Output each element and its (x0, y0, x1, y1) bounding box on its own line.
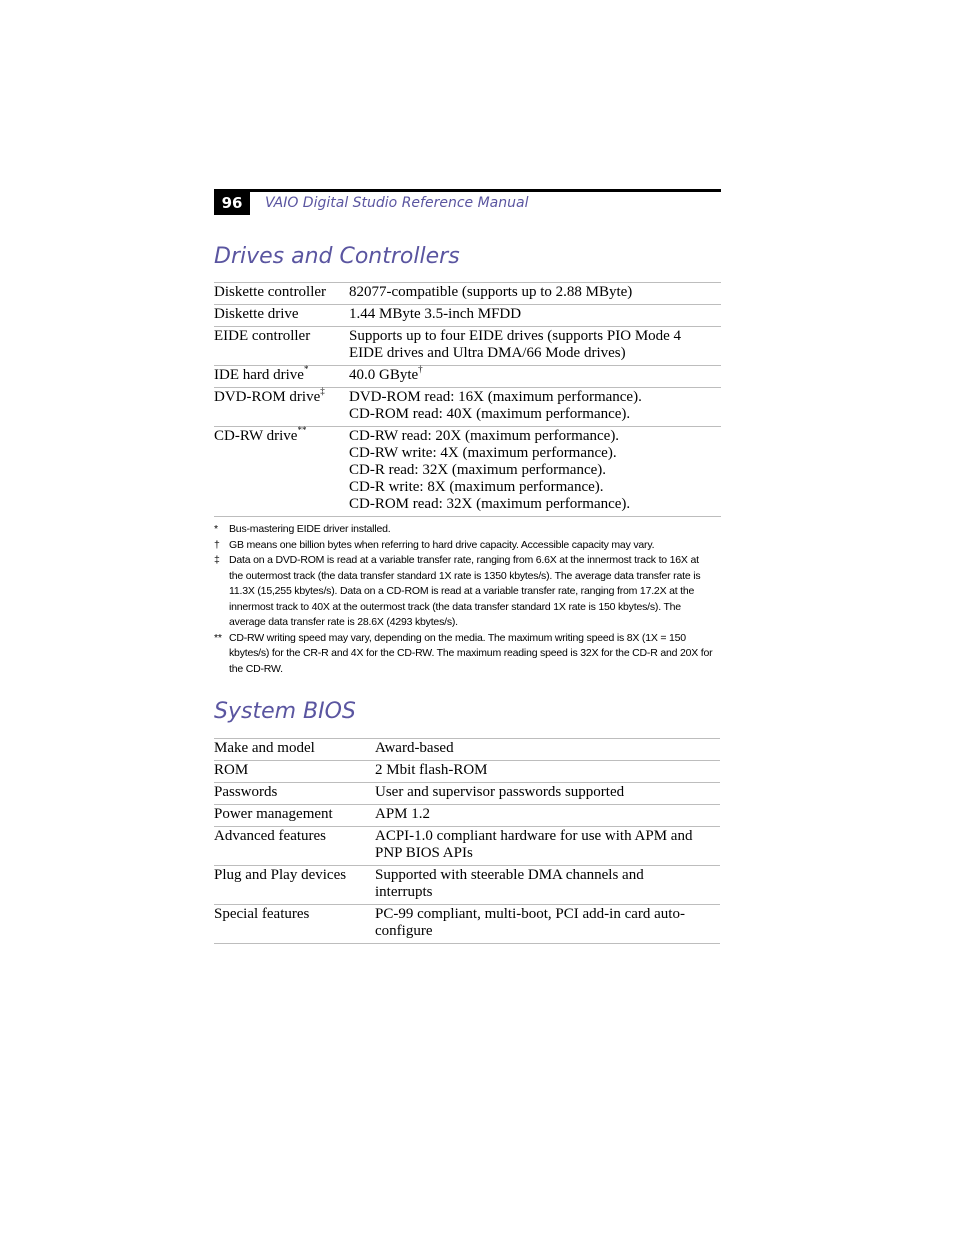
spec-value-line (375, 740, 720, 757)
spec-label: Special features (214, 906, 310, 922)
spec-label: EIDE controller (214, 328, 311, 344)
spec-value-cell (349, 327, 721, 366)
spec-label: Diskette drive (214, 306, 299, 322)
spec-value-line (349, 306, 721, 323)
spec-value-line (349, 428, 721, 445)
drives-spec-table (214, 282, 721, 517)
spec-value-text: EIDE drives and Ultra DMA/66 Mode drives) (349, 345, 626, 361)
spec-value-text: PNP BIOS APIs (375, 845, 473, 861)
spec-value-text: 40.0 GByte (349, 367, 419, 383)
footnote-ref: * (303, 364, 309, 374)
spec-value-line (349, 462, 721, 479)
footnote (214, 522, 721, 538)
spec-value-line (375, 884, 720, 901)
spec-value-cell (349, 388, 721, 427)
footnote-line: CD-RW writing speed may vary, depending on the media. The maximum writing speed is 8X (1X = 150 (229, 631, 686, 644)
section-title-drives: Drives and Controllers (214, 244, 460, 269)
spec-label-cell (214, 388, 349, 427)
spec-value-cell (349, 305, 721, 327)
table-row (214, 427, 721, 517)
spec-value-text: CD-R write: 8X (maximum performance). (349, 479, 604, 495)
spec-label-cell (214, 783, 375, 805)
spec-value-line (349, 345, 721, 362)
spec-value-line (375, 762, 720, 779)
footnote (214, 631, 721, 678)
spec-value-text: configure (375, 923, 433, 939)
footnote-mark: * (214, 523, 218, 535)
page-number: 96 (214, 192, 250, 215)
footnote-mark: ** (214, 631, 222, 644)
footnote-ref: ‡ (320, 386, 325, 396)
spec-value-text: APM 1.2 (375, 806, 431, 822)
footnote (214, 553, 721, 631)
spec-label-cell (214, 739, 375, 761)
spec-value-cell (375, 827, 720, 866)
spec-value-line (349, 445, 721, 462)
spec-value-line (375, 906, 720, 923)
spec-label-cell (214, 866, 375, 905)
table-row (214, 827, 720, 866)
footnote-line: innermost track to 40X at the outermost track (the data transfer standard 1X rate is 150 kbytes/s). The (229, 600, 681, 613)
spec-value-line (375, 784, 720, 801)
spec-value-cell (375, 739, 720, 761)
spec-value-line (375, 845, 720, 862)
table-row (214, 366, 721, 388)
spec-label: ROM (214, 762, 249, 778)
footnote-mark: † (214, 538, 220, 551)
spec-label-cell (214, 905, 375, 944)
footnote-ref: † (418, 364, 423, 374)
footnote-line: 11.3X (15,255 kbytes/s). Data on a CD-ROM is read at a variable transfer rate, ranging from 17.2X at the (229, 585, 695, 597)
footnote-ref: ** (297, 425, 307, 435)
spec-value-text: Supported with steerable DMA channels and (375, 867, 644, 883)
table-row (214, 327, 721, 366)
footnote (214, 538, 721, 554)
spec-value-line (375, 828, 720, 845)
spec-value-line (349, 284, 721, 301)
spec-label-cell (214, 827, 375, 866)
footnote-line: GB means one billion bytes when referring to hard drive capacity. Accessible capacity may vary. (229, 538, 655, 551)
spec-value-line (375, 923, 720, 940)
spec-value-cell (375, 866, 720, 905)
spec-label-cell (214, 305, 349, 327)
spec-value-line (349, 496, 721, 513)
footnotes (214, 522, 721, 677)
spec-value-text: ACPI-1.0 compliant hardware for use with APM and (375, 828, 693, 844)
spec-value-line (349, 406, 721, 423)
spec-value-line (349, 479, 721, 496)
spec-label: CD-RW drive (214, 428, 298, 444)
spec-value-text: CD-ROM read: 40X (maximum performance). (349, 406, 631, 422)
table-row (214, 905, 720, 944)
spec-value-cell (349, 283, 721, 305)
page-header (214, 189, 721, 218)
spec-label-cell (214, 366, 349, 388)
table-row (214, 305, 721, 327)
spec-value-line (349, 364, 721, 384)
spec-label-cell (214, 427, 349, 517)
table-row (214, 739, 720, 761)
footnote-line: the CD-RW. (229, 662, 283, 675)
bios-spec-table (214, 738, 720, 944)
spec-value-text: 1.44 MByte 3.5-inch MFDD (349, 306, 522, 322)
spec-value-line (349, 389, 721, 406)
spec-label: Diskette controller (214, 284, 327, 300)
spec-value-cell (375, 805, 720, 827)
spec-value-text: CD-RW read: 20X (maximum performance). (349, 428, 620, 444)
spec-label-cell (214, 761, 375, 783)
spec-value-text: 82077-compatible (supports up to 2.88 MByte) (349, 284, 633, 300)
footnote-line: kbytes/s) for the CR-R and 4X for the CD-RW. The maximum reading speed is 32X for the CD-R and 20X for (229, 647, 713, 659)
spec-label: IDE hard drive (214, 367, 304, 383)
spec-value-text: CD-RW write: 4X (maximum performance). (349, 445, 617, 461)
spec-value-text: CD-R read: 32X (maximum performance). (349, 462, 606, 478)
spec-value-text: interrupts (375, 884, 433, 900)
footnote-line: Bus-mastering EIDE driver installed. (229, 523, 391, 535)
spec-value-text: Supports up to four EIDE drives (supports PIO Mode 4 (349, 328, 682, 344)
spec-value-cell (375, 783, 720, 805)
spec-label: Make and model (214, 740, 315, 756)
spec-value-line (375, 867, 720, 884)
spec-label-cell (214, 805, 375, 827)
table-row (214, 388, 721, 427)
spec-value-cell (349, 366, 721, 388)
spec-value-text: 2 Mbit flash-ROM (375, 762, 488, 778)
spec-label-cell (214, 327, 349, 366)
spec-value-text: CD-ROM read: 32X (maximum performance). (349, 496, 631, 512)
manual-title: VAIO Digital Studio Reference Manual (265, 195, 529, 211)
spec-value-line (349, 328, 721, 345)
footnote-line: Data on a DVD-ROM is read at a variable transfer rate, ranging from 6.6X at the innermost track to 16X at (229, 554, 699, 566)
spec-value-cell (349, 427, 721, 517)
table-row (214, 783, 720, 805)
table-row (214, 866, 720, 905)
spec-label: Plug and Play devices (214, 867, 347, 883)
footnote-mark: ‡ (214, 554, 220, 566)
table-row (214, 283, 721, 305)
table-row (214, 805, 720, 827)
footnote-line: the outermost track (the data transfer standard 1X rate is 1350 kbytes/s). The average data transfer rate is (229, 569, 701, 582)
spec-value-text: Award-based (375, 740, 454, 756)
spec-label: Power management (214, 806, 333, 822)
spec-label-cell (214, 283, 349, 305)
spec-value-line (375, 806, 720, 823)
spec-label: Passwords (214, 784, 278, 800)
spec-value-text: PC-99 compliant, multi-boot, PCI add-in card auto- (375, 906, 685, 922)
table-row (214, 761, 720, 783)
spec-label: DVD-ROM drive (214, 389, 321, 405)
spec-value-text: User and supervisor passwords supported (375, 784, 625, 800)
spec-value-cell (375, 905, 720, 944)
spec-label: Advanced features (214, 828, 327, 844)
spec-value-cell (375, 761, 720, 783)
footnote-line: average data transfer rate is 28.6X (4293 kbytes/s). (229, 616, 458, 628)
section-title-bios: System BIOS (214, 699, 356, 724)
spec-value-text: DVD-ROM read: 16X (maximum performance). (349, 389, 642, 405)
